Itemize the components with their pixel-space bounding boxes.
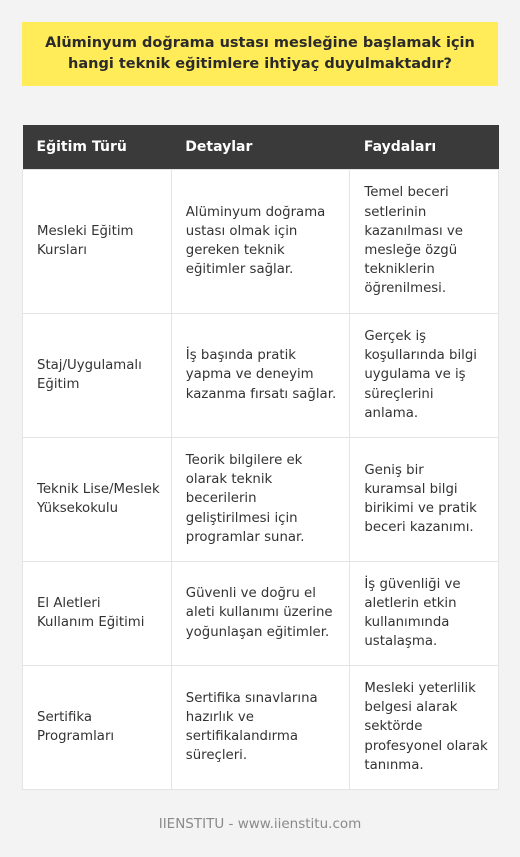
cell-education-type: Sertifika Programları <box>23 665 172 789</box>
table-row <box>23 665 499 789</box>
cell-benefits: Temel beceri setlerinin kazanılması ve mesleğe özgü tekniklerin öğrenilmesi. <box>350 169 499 313</box>
cell-details: Alüminyum doğrama ustası olmak için gereken teknik eğitimler sağlar. <box>171 169 350 313</box>
footer-text: IIENSTITU - www.iienstitu.com <box>158 816 362 832</box>
cell-details: Güvenli ve doğru el aleti kullanımı üzerine yoğunlaşan eğitimler. <box>171 561 350 665</box>
cell-education-type: Teknik Lise/Meslek Yüksekokulu <box>23 437 172 561</box>
header-egitim-turu: Eğitim Türü <box>23 125 172 169</box>
cell-education-type: Staj/Uygulamalı Eğitim <box>23 313 172 437</box>
header-detaylar: Detaylar <box>171 125 350 169</box>
cell-benefits: Gerçek iş koşullarında bilgi uygulama ve iş süreçlerini anlama. <box>350 313 499 437</box>
table-header-row <box>23 125 499 169</box>
cell-benefits: Geniş bir kuramsal bilgi birikimi ve pratik beceri kazanımı. <box>350 437 499 561</box>
education-table <box>22 125 499 790</box>
cell-details: İş başında pratik yapma ve deneyim kazanma fırsatı sağlar. <box>171 313 350 437</box>
table-row <box>23 561 499 665</box>
page-title: Alüminyum doğrama ustası mesleğine başlamak için hangi teknik eğitimlere ihtiyaç duyulmaktadır? <box>45 35 475 72</box>
table-row <box>23 313 499 437</box>
table-row <box>23 437 499 561</box>
cell-education-type: El Aletleri Kullanım Eğitimi <box>23 561 172 665</box>
cell-details: Sertifika sınavlarına hazırlık ve sertifikalandırma süreçleri. <box>171 665 350 789</box>
title-banner <box>22 22 498 86</box>
cell-benefits: Mesleki yeterlilik belgesi alarak sektörde profesyonel olarak tanınma. <box>350 665 499 789</box>
cell-details: Teorik bilgilere ek olarak teknik becerilerin geliştirilmesi için programlar sunar. <box>171 437 350 561</box>
header-faydalari: Faydaları <box>350 125 499 169</box>
cell-benefits: İş güvenliği ve aletlerin etkin kullanımında ustalaşma. <box>350 561 499 665</box>
cell-education-type: Mesleki Eğitim Kursları <box>23 169 172 313</box>
table-row <box>23 169 499 313</box>
